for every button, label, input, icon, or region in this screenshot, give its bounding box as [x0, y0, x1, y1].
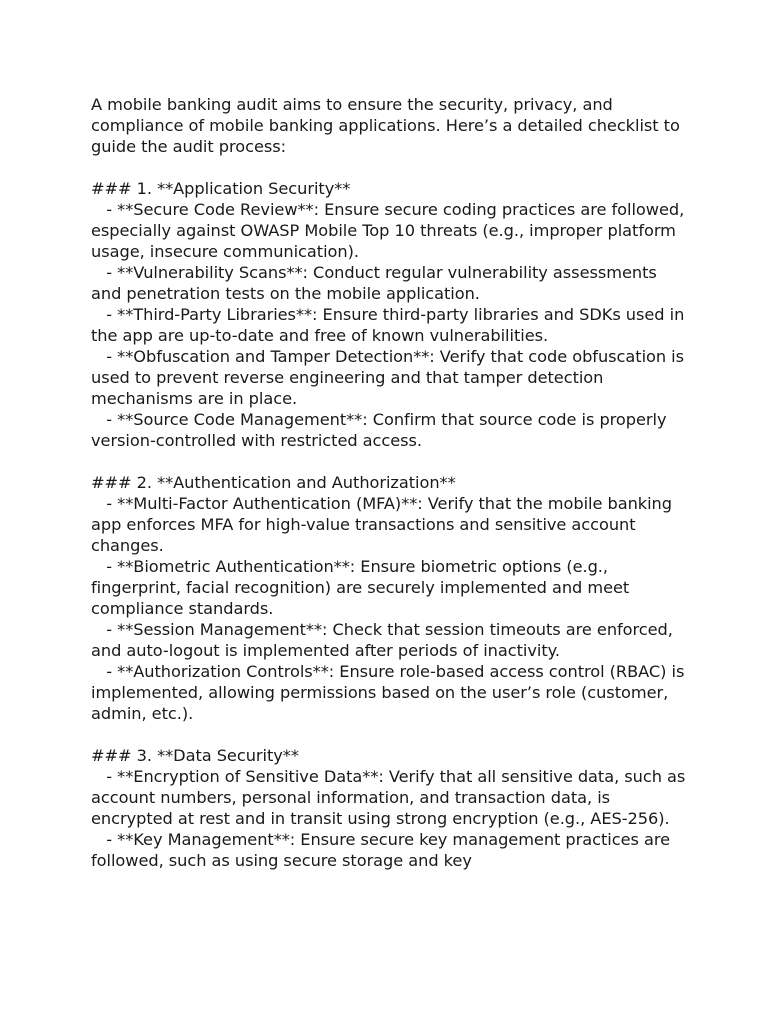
section-heading: ### 3. **Data Security** [91, 746, 299, 765]
list-item: - **Secure Code Review**: Ensure secure coding practices are followed, especially against OWASP Mobile Top 10 threats (e.g., improper platform usage, insecure communication). [91, 200, 685, 261]
list-item: - **Obfuscation and Tamper Detection**: Verify that code obfuscation is used to prevent reverse engineering and that tamper detection mechanisms are in place. [91, 347, 685, 408]
spacer [91, 451, 691, 472]
section-authentication [91, 472, 691, 724]
list-item: - **Source Code Management**: Confirm that source code is properly version-controlled with restricted access. [91, 410, 667, 450]
document-body [91, 94, 691, 871]
section-heading: ### 2. **Authentication and Authorization** [91, 473, 456, 492]
section-data-security [91, 745, 691, 871]
spacer [91, 724, 691, 745]
list-item: - **Vulnerability Scans**: Conduct regular vulnerability assessments and penetration tests on the mobile application. [91, 263, 657, 303]
section-heading: ### 1. **Application Security** [91, 179, 351, 198]
list-item: - **Encryption of Sensitive Data**: Verify that all sensitive data, such as account numbers, personal information, and transaction data, is encrypted at rest and in transit using strong encryption (e.g., AES-256). [91, 767, 686, 828]
spacer [91, 157, 691, 178]
list-item: - **Key Management**: Ensure secure key management practices are followed, such as using secure storage and key [91, 830, 670, 870]
intro-paragraph: A mobile banking audit aims to ensure the security, privacy, and compliance of mobile banking applications. Here’s a detailed checklist to guide the audit process: [91, 95, 680, 156]
list-item: - **Multi-Factor Authentication (MFA)**: Verify that the mobile banking app enforces MFA for high-value transactions and sensitive account changes. [91, 494, 672, 555]
list-item: - **Third-Party Libraries**: Ensure third-party libraries and SDKs used in the app are up-to-date and free of known vulnerabilities. [91, 305, 685, 345]
list-item: - **Authorization Controls**: Ensure role-based access control (RBAC) is implemented, allowing permissions based on the user’s role (customer, admin, etc.). [91, 662, 685, 723]
list-item: - **Session Management**: Check that session timeouts are enforced, and auto-logout is implemented after periods of inactivity. [91, 620, 673, 660]
section-application-security [91, 178, 691, 451]
list-item: - **Biometric Authentication**: Ensure biometric options (e.g., fingerprint, facial recognition) are securely implemented and meet compliance standards. [91, 557, 630, 618]
